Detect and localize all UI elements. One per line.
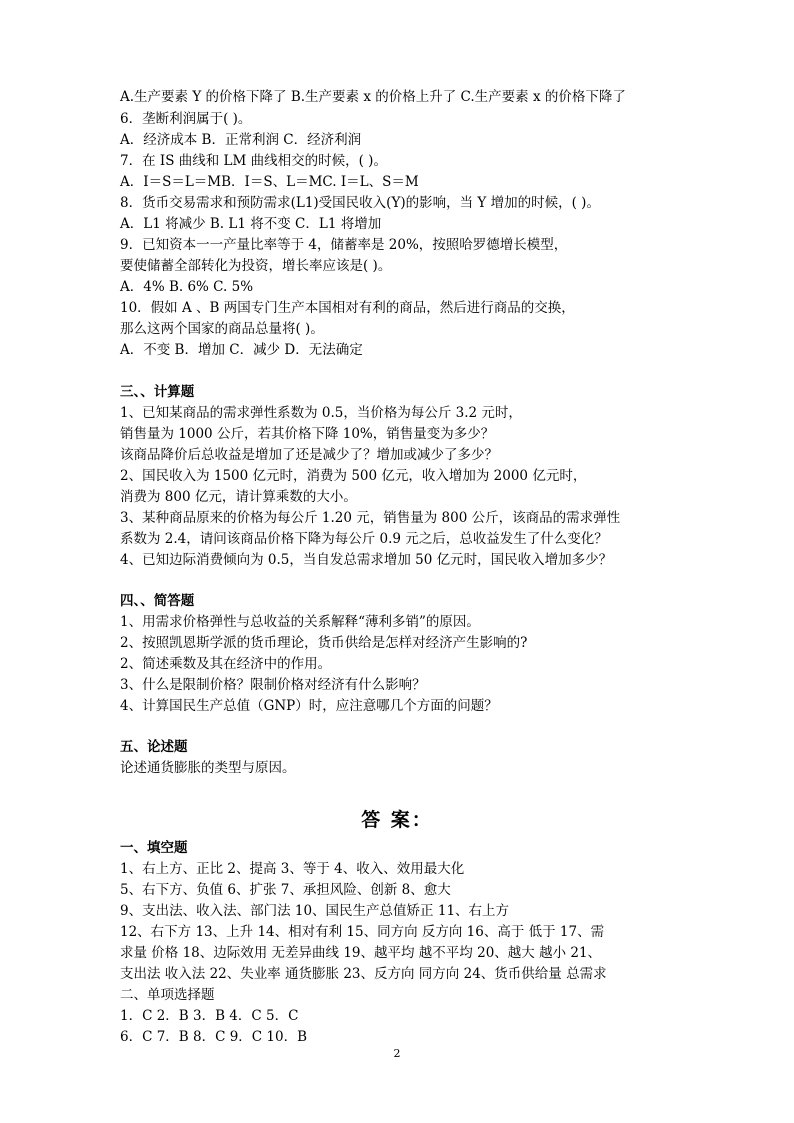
answer-title: 答 案： — [361, 809, 433, 831]
answer-line-4: 12、右下方 13、上升 14、相对有利 15、同方向 反方向 16、高于 低于 17、需 — [120, 924, 605, 940]
choice-options-8: A．L1 将减少 B. L1 将不变 C．L1 将增加 — [120, 216, 382, 232]
answer-heading-fill-blank: 一、填空题 — [120, 840, 188, 856]
choice-options-5: A.生产要素 Y 的价格下降了 B.生产要素 x 的价格上升了 C.生产要素 x 的价格下降了 — [120, 89, 626, 105]
short-question-1: 1、用需求价格弹性与总收益的关系解释“薄利多销”的原因。 — [120, 614, 480, 630]
question-8: 8．货币交易需求和预防需求(L1)受国民收入(Y)的影响，当 Y 增加的时候，( )。 — [120, 195, 600, 211]
answer-line-2: 5、右下方、负值 6、扩张 7、承担风险、创新 8、愈大 — [120, 882, 451, 898]
question-10-line-2: 那么这两个国家的商品总量将( )。 — [120, 321, 324, 337]
short-question-3: 3、什么是限制价格？限制价格对经济有什么影响？ — [120, 677, 426, 693]
short-question-4: 4、计算国民生产总值（GNP）时，应注意哪几个方面的问题？ — [120, 698, 498, 714]
choice-options-10: A．不变 B．增加 C．减少 D．无法确定 — [120, 342, 363, 358]
answer-line-5: 求量 价格 18、边际效用 无差异曲线 19、越平均 越不平均 20、越大 越小 21、 — [120, 945, 602, 961]
question-9-line-1: 9．已知资本一一产量比率等于 4，储蓄率是 20%，按照哈罗德增长模型， — [120, 237, 568, 253]
choice-options-6: A．经济成本 B．正常利润 C．经济利润 — [120, 132, 362, 148]
calc-question-2-line-2: 消费为 800 亿元，请计算乘数的大小。 — [120, 489, 357, 505]
choice-options-7: A．I＝S＝L＝MB．I＝S、L＝MC. I＝L、S＝M — [120, 174, 419, 190]
choice-answers-row-2: 6．C 7．B 8．C 9．C 10．B — [120, 1029, 308, 1045]
short-question-2: 2、按照凯恩斯学派的货币理论，货币供给是怎样对经济产生影响的? — [120, 635, 528, 651]
question-10-line-1: 10．假如 A 、B 两国专门生产本国相对有利的商品，然后进行商品的交换， — [120, 300, 575, 316]
calc-question-3-line-1: 3、某种商品原来的价格为每公斤 1.20 元，销售量为 800 公斤，该商品的需求弹性 — [120, 510, 621, 526]
section-heading-short-answer: 四、、简答题 — [120, 593, 195, 609]
essay-question: 论述通货膨胀的类型与原因。 — [120, 760, 296, 776]
answer-line-6: 支出法 收入法 22、失业率 通货膨胀 23、反方向 同方向 24、货币供给量 总需求 — [120, 966, 607, 982]
question-7: 7．在 IS 曲线和 LM 曲线相交的时候，( )。 — [120, 153, 387, 169]
question-9-line-2: 要使储蓄全部转化为投资，增长率应该是( )。 — [120, 258, 392, 274]
choice-answers-row-1: 1．C 2．B 3．B 4．C 5．C — [120, 1008, 299, 1024]
answer-line-3: 9、支出法、收入法、部门法 10、国民生产总值矫正 11、右上方 — [120, 903, 510, 919]
calc-question-1-line-1: 1、已知某商品的需求弹性系数为 0.5，当价格为每公斤 3.2 元时， — [120, 405, 522, 421]
short-question-2b: 2、简述乘数及其在经济中的作用。 — [120, 656, 332, 672]
page-number: 2 — [393, 1047, 401, 1060]
answer-line-1: 1、右上方、正比 2、提高 3、等于 4、收入、效用最大化 — [120, 861, 465, 877]
section-heading-essay: 五、论述题 — [120, 739, 188, 755]
choice-options-9: A．4% B. 6% C. 5% — [120, 279, 254, 295]
calc-question-2-line-1: 2、国民收入为 1500 亿元时，消费为 500 亿元，收入增加为 2000 亿元时， — [120, 468, 587, 484]
calc-question-1-line-2: 销售量为 1000 公斤，若其价格下降 10%，销售量变为多少？ — [120, 426, 495, 442]
calc-question-4: 4、已知边际消费倾向为 0.5，当自发总需求增加 50 亿元时，国民收入增加多少？ — [120, 552, 613, 568]
calc-question-1-line-3: 该商品降价后总收益是增加了还是减少了？增加或减少了多少？ — [120, 447, 498, 463]
section-heading-calculation: 三、、计算题 — [120, 384, 195, 400]
answer-heading-single-choice: 二、单项选择题 — [120, 987, 215, 1003]
question-6: 6．垄断利润属于( )。 — [120, 111, 252, 127]
calc-question-3-line-2: 系数为 2.4，请问该商品价格下降为每公斤 0.9 元之后，总收益发生了什么变化？ — [120, 531, 608, 547]
